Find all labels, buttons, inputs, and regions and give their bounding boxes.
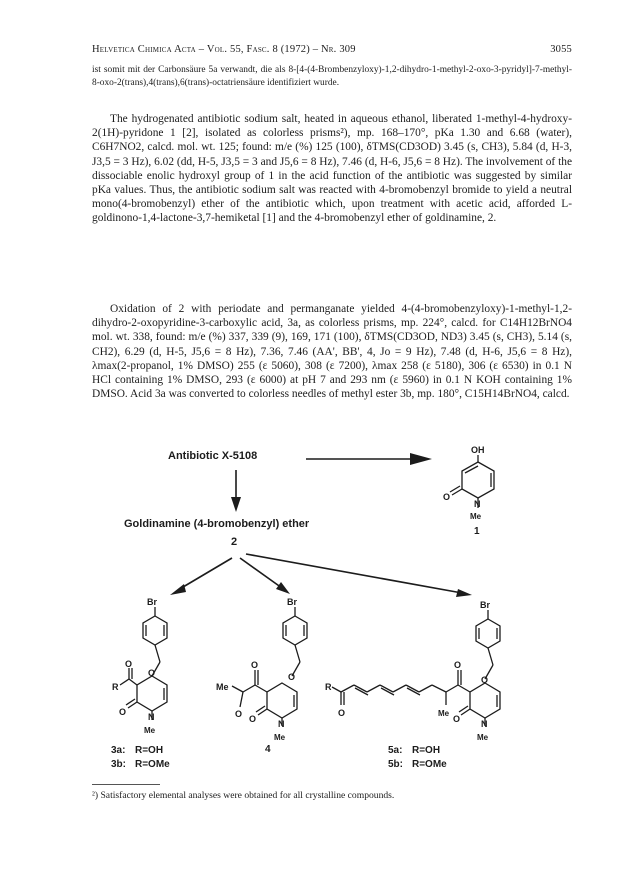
compound-5-me: Me	[477, 733, 489, 742]
label-3b-r: R=OMe	[135, 759, 170, 770]
compound-4-carbonyl-o: O	[251, 660, 259, 670]
label-5a: 5a:	[388, 745, 403, 756]
label-5b-r: R=OMe	[412, 759, 447, 770]
compound-3-legend	[111, 744, 170, 772]
compound-3-carbonyl-o: O	[125, 659, 133, 669]
compound-5-n: N	[481, 719, 488, 729]
compound-5-ether-o: O	[481, 675, 489, 685]
compound-5-me-chain: Me	[438, 709, 450, 718]
compound-3-ring-o: O	[119, 707, 127, 717]
arrowhead-to-1	[410, 453, 432, 465]
compound-5-legend	[388, 744, 447, 772]
compound-5-acid-o: O	[338, 708, 346, 718]
compound-4-me: Me	[274, 733, 286, 742]
goldinamine-label: Goldinamine (4-bromobenzyl) ether	[124, 518, 310, 530]
journal-title: Helvetica Chimica Acta – Vol. 55, Fasc. 8 (1972) – Nr. 309	[92, 44, 356, 55]
arrow-to-3	[178, 558, 232, 590]
compound-3-ether-o: O	[148, 668, 156, 678]
compound-5-structure	[332, 610, 500, 726]
compound-5-r: R	[325, 682, 332, 692]
compound-5-br: Br	[480, 600, 491, 610]
compound-3-br: Br	[147, 597, 158, 607]
paragraph-oxidation: Oxidation of 2 with periodate and permanganate yielded 4-(4-bromobenzyloxy)-1-methyl-1,2-dihydro-2-oxopyridine-3-carboxylic acid, 3a, as colorless prisms, mp. 224°, calcd. for C14H12BrNO4 mol. wt. 338, found: m/e (%) 337, 339 (9), 169, 171 (100), δTMS(CD3OD, ND3) 3.45 (s, CH3), 5.14 (s, CH2), 6.29 (d, H-5, J5,6 = 8 Hz), 7.36, 7.46 (AA', BB', 4, Jo = 9 Hz), 7.48 (d, H-6, J5,6 = 8 Hz), λmax(2-propanol, 1% DMSO) 255 (ε 5060), 308 (ε 7200), λmax 258 (ε 5180), 306 (ε 6530) in 0.1 N HCl containing 1% DMSO, 293 (ε 6000) at pH 7 and 293 nm (ε 5960) in 0.1 N KOH containing 1% DMSO. Acid 3a was converted to colorless needles of methyl ester 3b, mp. 180°, C15H14BrNO4, calcd.	[92, 303, 572, 401]
label-3a-r: R=OH	[135, 745, 164, 756]
label-3b: 3b:	[111, 759, 126, 770]
intro-paragraph: ist somit mit der Carbonsäure 5a verwandt, die als 8-[4-(4-Brombenzyloxy)-1,2-dihydro-1-methyl-2-oxo-3-pyridyl]-7-methyl-8-oxo-2(trans),4(trans),6(trans)-octatriensäure identifiziert wurde.	[92, 65, 572, 88]
compound-4-me-acyl: Me	[216, 682, 229, 692]
compound-3-n: N	[148, 712, 155, 722]
compound-1-structure	[450, 455, 494, 508]
compound-1-o: O	[443, 492, 451, 502]
compound-4-number: 4	[265, 744, 271, 755]
footnote: ²) Satisfactory elemental analyses were obtained for all crystalline compounds.	[92, 790, 395, 801]
label-5b: 5b:	[388, 759, 403, 770]
compound-1-me: Me	[470, 512, 482, 521]
compound-5-ring-o: O	[453, 714, 461, 724]
compound-3-me: Me	[144, 726, 156, 735]
compound-4-ring-o: O	[249, 714, 257, 724]
label-5a-r: R=OH	[412, 745, 441, 756]
compound-4-ether-o: O	[288, 672, 296, 682]
compound-1-number: 1	[474, 526, 480, 537]
paragraph-hydrogenated-antibiotic: The hydrogenated antibiotic sodium salt, heated in aqueous ethanol, liberated 1-methyl-4-hydroxy-2(1H)-pyridone 1 [2], isolated as colorless prisms²), mp. 168–170°, pKa 1.30 and 6.68 (water), C6H7NO2, calcd. mol. wt. 125; found: m/e (%) 125 (100), δTMS(CD3OD) 3.45 (s, CH3), 5.84 (d, H-3, J3,5 = 3 Hz), 6.02 (dd, H-5, J3,5 = 3 and J5,6 = 8 Hz), 7.46 (d, H-6, J5,6 = 8 Hz). The involvement of the dissociable enolic hydroxyl group of 1 in the acid function of the antibiotic was suggested by similar pKa values. Thus, the antibiotic sodium salt was reacted with 4-bromobenzyl bromide to yield a neutral mono(4-bromobenzyl) ether of the antibiotic which, upon treatment with acetic acid, afforded L-goldinono-1,4-lactone-3,7-hemiketal [1] and the 4-bromobenzyl ether of goldinamine, 2.	[92, 113, 572, 225]
compound-4-n: N	[278, 719, 285, 729]
compound-1-oh: OH	[471, 445, 485, 455]
compound-3-r: R	[112, 682, 119, 692]
footnote-rule	[92, 784, 160, 785]
compound-4-ketone-o: O	[235, 709, 243, 719]
compound-1-n: N	[474, 499, 481, 509]
page-number: 3055	[550, 44, 572, 55]
compound-5-carbonyl-o: O	[454, 660, 462, 670]
compound-4-br: Br	[287, 597, 298, 607]
arrow-to-4	[240, 558, 282, 588]
compound-2-number: 2	[231, 536, 238, 548]
antibiotic-label: Antibiotic X-5108	[168, 450, 258, 462]
label-3a: 3a:	[111, 745, 126, 756]
compound-4-structure	[232, 607, 307, 726]
